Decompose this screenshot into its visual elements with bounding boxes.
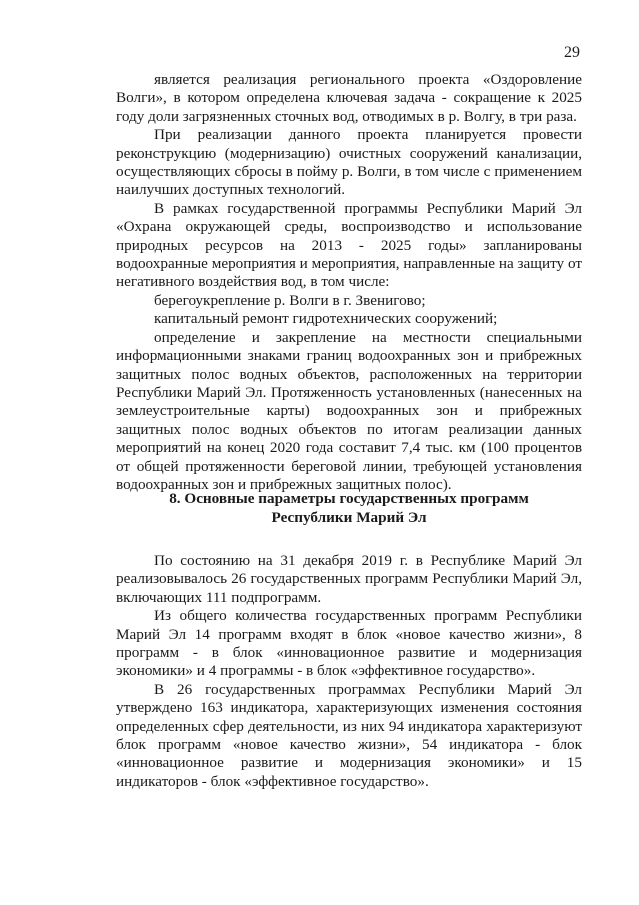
paragraph-indicators: В 26 государственных программах Республики Марий Эл утверждено 163 индикатора, характеризующих изменения состояния определенных сфер деятельности, из них 94 индикатора характеризуют блок программ «новое качество жизни», 54 индикатора - блок «инновационное развитие и модернизация экономики» и 15 индикаторов - блок «эффективное государство». xyxy=(116,680,582,790)
section-heading-line-1: 8. Основные параметры государственных программ xyxy=(169,490,529,507)
paragraph-programs-blocks: Из общего количества государственных программ Республики Марий Эл 14 программ входят в блок «новое качество жизни», 8 программ - в блок «инновационное развитие и модернизация экономики» и 4 программы - в блок «эффективное государство». xyxy=(116,607,582,680)
list-item-boundary-marking: определение и закрепление на местности специальными информационными знаками границ водоохранных зон и прибрежных защитных полос водных объектов, расположенных на территории Республики Марий Эл. Протяженность установленных (нанесенных на землеустроительные карты) водоохранных зон и прибрежных защитных полос водных объектов по итогам реализации данных мероприятий на конец 2020 года составит 7,4 тыс. км (100 процентов от общей протяженности береговой линии, требующей установления водоохранных зон и прибрежных защитных полос). xyxy=(116,328,582,493)
section-heading-line-2: Республики Марий Эл xyxy=(271,508,427,526)
section-body-program-parameters xyxy=(116,552,582,791)
list-item-hydro-repair: капитальный ремонт гидротехнических сооружений; xyxy=(154,310,498,328)
paragraph-state-program: В рамках государственной программы Республики Марий Эл «Охрана окружающей среды, воспроизводство и использование природных ресурсов на 2013 - 2025 годы» запланированы водоохранные мероприятия и мероприятия, направленные на защиту от негативного воздействия вод, в том числе: xyxy=(116,199,582,291)
page-number: 29 xyxy=(564,44,580,61)
section-body-water-protection xyxy=(116,71,582,494)
paragraph-programs-count: По состоянию на 31 декабря 2019 г. в Республике Марий Эл реализовывалось 26 государственных программ Республики Марий Эл, включающих 111 подпрограмм. xyxy=(116,552,582,606)
section-heading xyxy=(116,490,582,527)
paragraph-volga-project: является реализация регионального проекта «Оздоровление Волги», в котором определена ключевая задача - сокращение к 2025 году доли загрязненных сточных вод, отводимых в р. Волгу, в три раза. xyxy=(116,71,582,125)
paragraph-reconstruction: При реализации данного проекта планируется провести реконструкцию (модернизацию) очистных сооружений канализации, осуществляющих сбросы в пойму р. Волги, в том числе с применением наилучших доступных технологий. xyxy=(116,126,582,199)
list-item-bank-reinforcement: берегоукрепление р. Волги в г. Звенигово; xyxy=(154,291,426,309)
